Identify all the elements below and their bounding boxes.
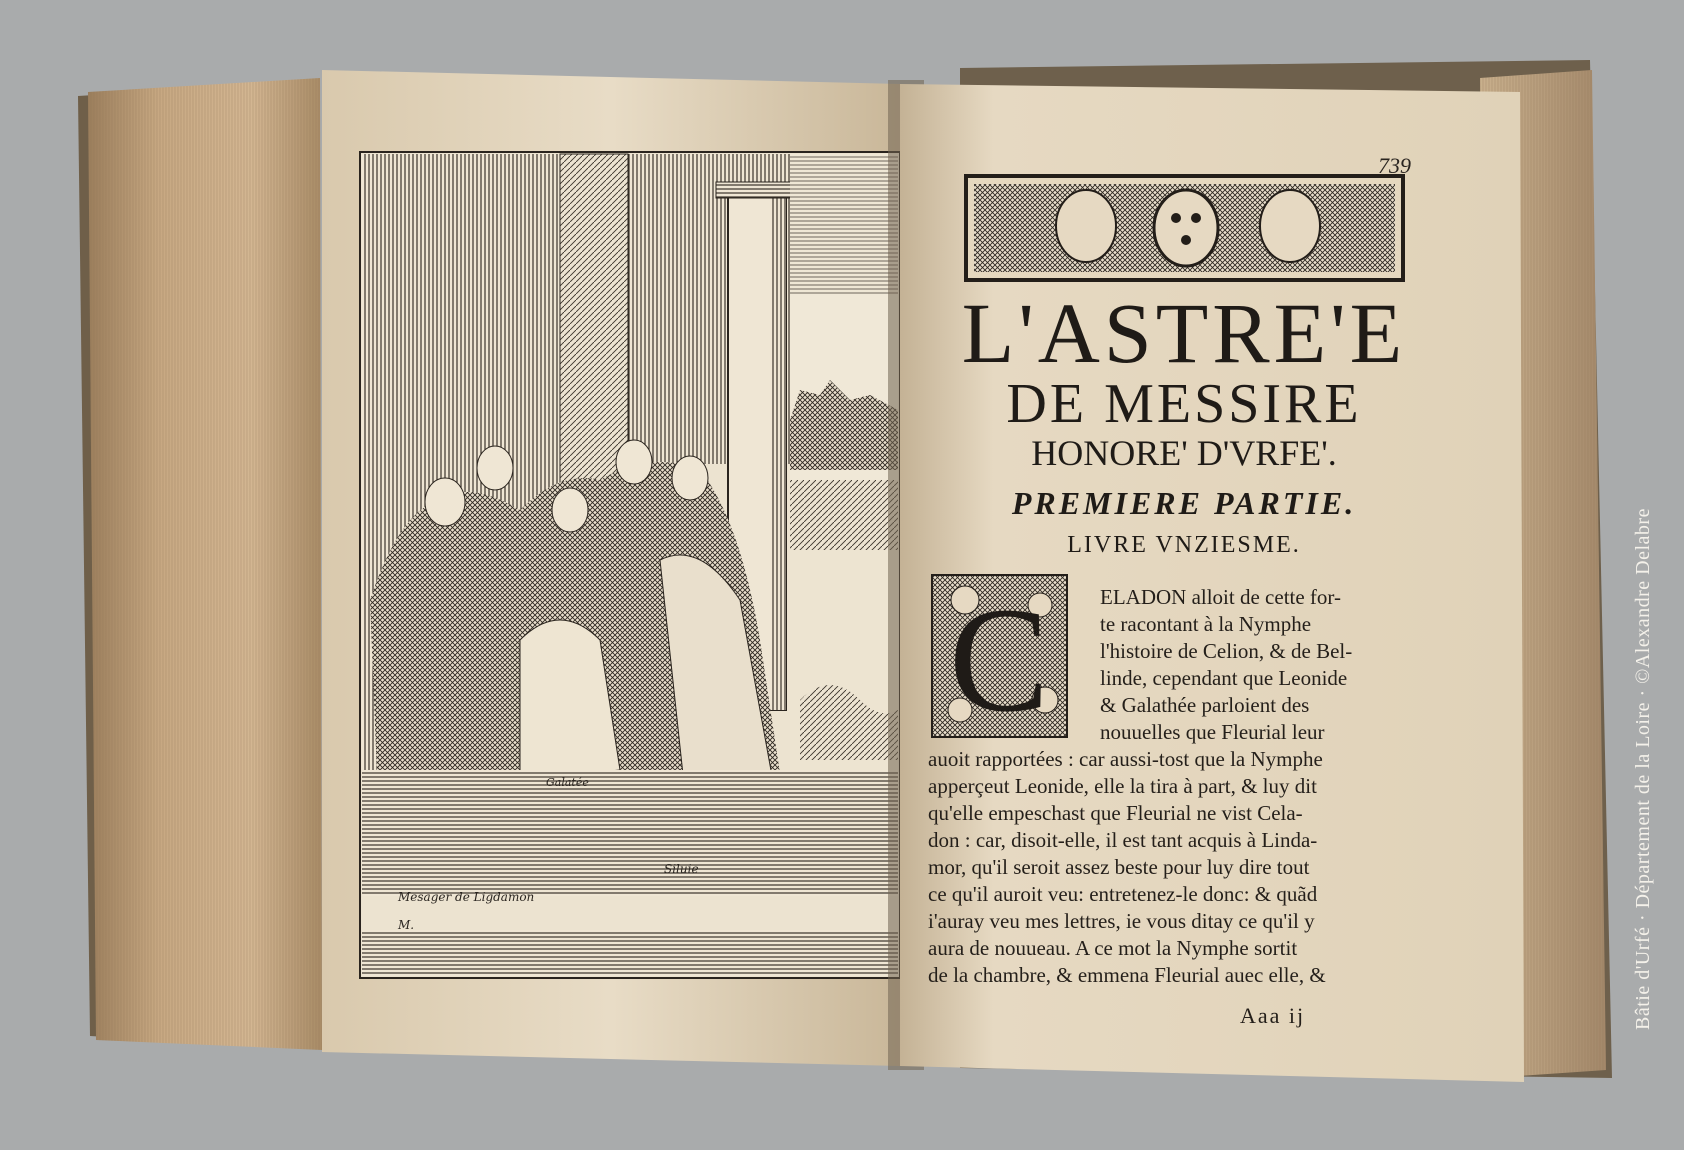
plate-caption-messenger: Mesager de Ligdamon [398, 890, 535, 904]
title-line-1: L'ASTRE'E [961, 285, 1407, 381]
body-line-2: te racontant à la Nymphe [1100, 612, 1312, 636]
left-page-block-lines [88, 78, 322, 1050]
plate-caption-galatee: Galatée [546, 776, 589, 789]
book-heading: LIVRE VNZIESME. [1067, 532, 1301, 558]
title-line-3: HONORE' D'VRFE'. [1031, 433, 1337, 473]
body-line-9: qu'elle empeschast que Fleurial ne vist Cela- [928, 801, 1303, 825]
body-line-12: ce qu'il auroit veu: entretenez-le donc: & quãd [928, 882, 1318, 906]
body-line-1: ELADON alloit de cette for- [1100, 585, 1341, 609]
plate-caption-silvie: Siluie [664, 862, 699, 876]
drop-cap-letter: C [948, 577, 1050, 743]
body-line-5: & Galathée parloient des [1100, 693, 1310, 717]
body-line-13: i'auray veu mes lettres, ie vous ditay ce qu'il y [928, 909, 1315, 933]
body-line-7: auoit rapportées : car aussi-tost que la Nymphe [928, 747, 1323, 771]
body-line-4: linde, cependant que Leonide [1100, 666, 1348, 690]
title-line-2: DE MESSIRE [1006, 373, 1362, 435]
body-line-14: aura de nouueau. A ce mot la Nymphe sortit [928, 936, 1298, 960]
plate-signature: M. [398, 918, 415, 932]
engraving-plate [360, 152, 900, 978]
body-line-10: don : car, disoit-elle, il est tant acquis à Linda- [928, 828, 1318, 852]
signature-mark: Aaa ij [1240, 1003, 1306, 1028]
photo-credit: Bâtie d'Urfé · Département de la Loire · ©Alexandre Delabre [1632, 508, 1654, 1030]
body-line-3: l'histoire de Celion, & de Bel- [1100, 639, 1353, 663]
body-line-8: apperçeut Leonide, elle la tira à part, & luy dit [928, 774, 1317, 798]
part-heading: PREMIERE PARTIE. [1011, 485, 1357, 521]
body-line-6: nouuelles que Fleurial leur [1100, 720, 1325, 744]
body-line-11: mor, qu'il seroit assez beste pour luy dire tout [928, 855, 1310, 879]
body-line-15: de la chambre, & emmena Fleurial auec elle, & [928, 963, 1326, 987]
headpiece-ornament [966, 176, 1403, 280]
page-number: 739 [1378, 153, 1411, 178]
